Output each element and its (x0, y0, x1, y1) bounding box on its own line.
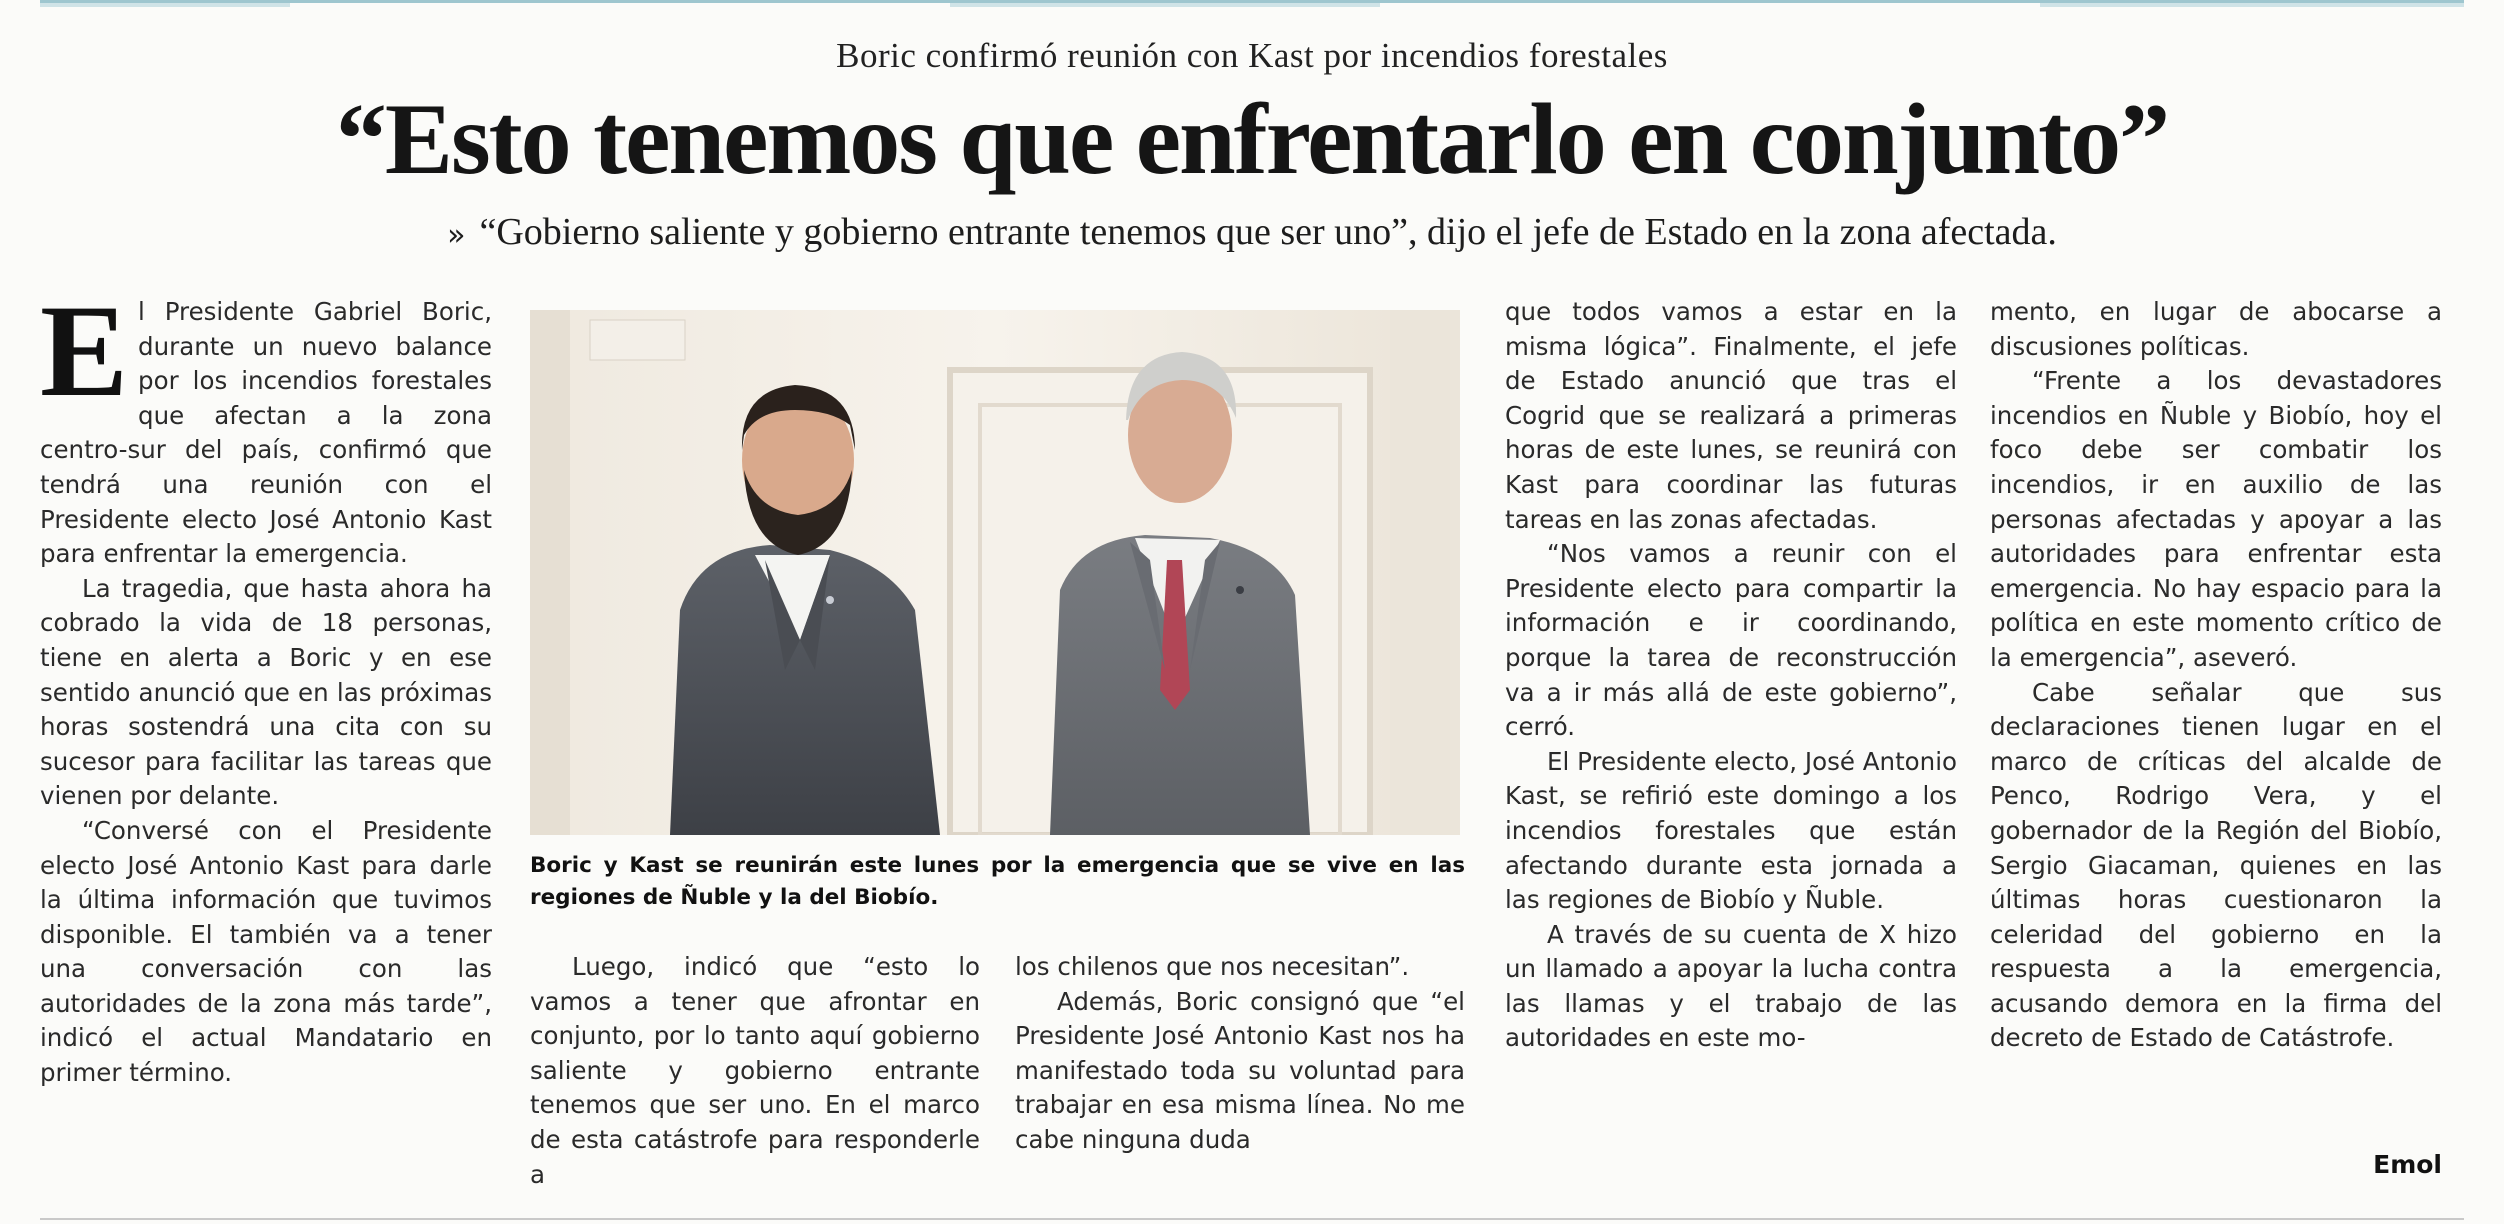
article-credit: Emol (2373, 1150, 2442, 1179)
text-column-1 (40, 277, 492, 1091)
article-headline: “Esto tenemos que enfrentarlo en conjunto” (335, 83, 2169, 196)
deck-text: “Gobierno saliente y gobierno entrante tenemos que ser uno”, dijo el jefe de Estado en la zona afectada. (479, 211, 2057, 253)
double-chevron-icon: » (447, 217, 466, 253)
article-photo (530, 310, 1460, 835)
paragraph: El Presidente electo, José Antonio Kast, se refirió este domingo a los incendios forestales que están afectando durante esta jornada a las regiones de Biobío y Ñuble. (1505, 746, 1957, 915)
photo-caption: Boric y Kast se reunirán este lunes por la emergencia que se vive en las regiones de Ñuble y la del Biobío. (530, 853, 1465, 910)
paragraph (40, 277, 492, 572)
paragraph: mento, en lugar de abocarse a discusiones políticas. (1990, 297, 2442, 361)
drop-cap: E (40, 277, 129, 424)
paragraph: “Nos vamos a reunir con el Presidente electo para compartir la información e ir coordinando, porque la tarea de reconstrucción va a ir más allá de este gobierno”, cerró. (1505, 539, 1957, 742)
text-column-2 (530, 950, 980, 1192)
top-rule (40, 0, 2464, 8)
paragraph: que todos vamos a estar en la misma lógica”. Finalmente, el jefe de Estado anunció que tras el Cogrid que se realizará a primeras horas de este lunes, se reunirá con Kast para coordinar las futuras tareas en las zonas afectadas. (1505, 297, 1957, 534)
paragraph-text: l Presidente Gabriel Boric, durante un nuevo balance por los incendios forestales que afectan a la zona centro-sur del país, confirmó que tendrá una reunión con el Presidente electo José Antonio Kast para enfrentar la emergencia. (40, 297, 492, 569)
text-column-5 (1990, 295, 2442, 1056)
article-kicker: Boric confirmó reunión con Kast por incendios forestales (836, 36, 1668, 75)
text-column-3 (1015, 950, 1465, 1158)
paragraph: “Conversé con el Presidente electo José Antonio Kast para darle la última información que tuvimos disponible. El también va a tener una conversación con las autoridades de la zona más tarde”, indicó el actual Mandatario en primer término. (40, 815, 492, 1088)
paragraph: La tragedia, que hasta ahora ha cobrado la vida de 18 personas, tiene en alerta a Boric y en ese sentido anunció que en las próximas horas sostendrá una cita con su sucesor para facilitar las tareas que vienen por delante. (40, 573, 492, 811)
paragraph: Además, Boric consignó que “el Presidente José Antonio Kast nos ha manifestado toda su voluntad para trabajar en esa misma línea. No me cabe ninguna duda (1015, 986, 1465, 1154)
paragraph: A través de su cuenta de X hizo un llamado a apoyar la lucha contra las llamas y el trabajo de las autoridades en este mo- (1505, 919, 1957, 1053)
paragraph: “Frente a los devastadores incendios en Ñuble y Biobío, hoy el foco debe ser combatir los incendios, ir en auxilio de las personas afectadas y apoyar a las autoridades para enfrentar esta emergencia. No hay espacio para la política en este momento crítico de la emergencia”, aseveró. (1990, 366, 2442, 672)
bottom-rule (40, 1218, 2464, 1220)
paragraph: los chilenos que nos necesitan”. (1015, 952, 1410, 981)
paragraph: Cabe señalar que sus declaraciones tienen lugar en el marco de críticas del alcalde de Penco, Rodrigo Vera, y el gobernador de la Región del Biobío, Sergio Giacaman, quienes en las últimas horas cuestionaron la celeridad del gobierno en la respuesta a la emergencia, acusando demora en la firma del decreto de Estado de Catástrofe. (1990, 677, 2442, 1053)
text-column-4 (1505, 295, 1957, 1056)
paragraph: Luego, indicó que “esto lo vamos a tener que afrontar en conjunto, por lo tanto aquí gobierno saliente y gobierno entrante tenemos que ser uno. En el marco de esta catástrofe para responderle a (530, 952, 980, 1189)
photo-boric-kast (530, 310, 1460, 835)
article-deck (0, 210, 2504, 254)
